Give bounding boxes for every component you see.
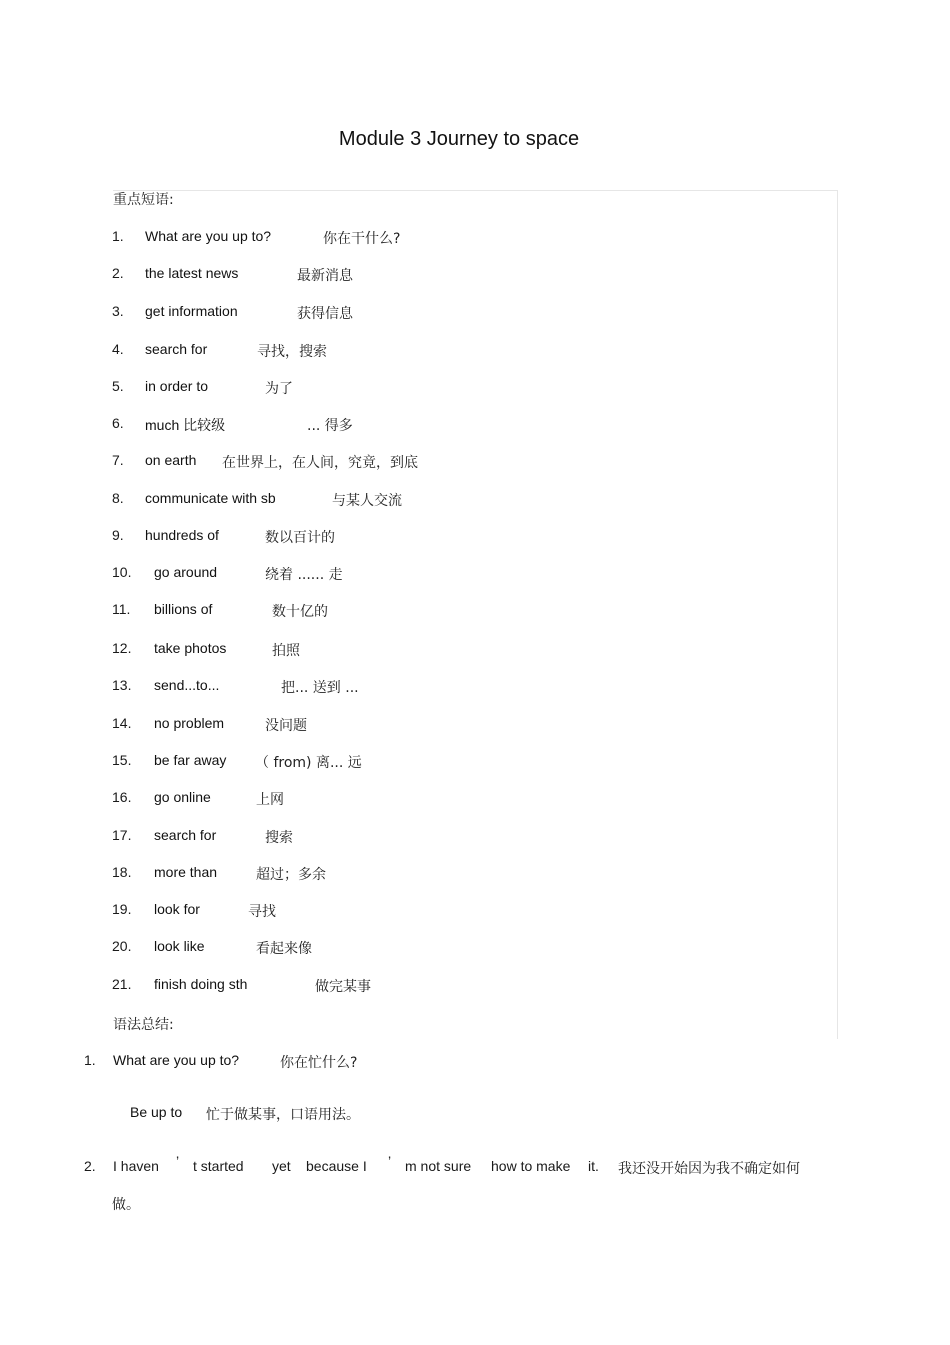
document-title: Module 3 Journey to space [338,128,580,150]
phrase-chinese: 绕着 ...... 走 [265,567,343,583]
phrase-english: finish doing sth [154,976,248,992]
phrase-english: go around [154,564,218,580]
phrase-chinese: 获得信息 [297,306,353,322]
phrase-english: send...to... [154,677,220,693]
phrase-chinese: 做完某事 [315,979,371,995]
phrase-chinese: 数以百计的 [265,530,335,546]
phrase-number: 1. [112,228,124,244]
phrase-chinese: 为了 [265,381,293,397]
phrase-chinese: 上网 [256,792,284,808]
phrase-number: 6. [112,415,124,431]
phrase-english: in order to [145,378,209,394]
phrase-english: go online [154,789,211,805]
grammar-note-chinese: 忙于做某事，口语用法。 [206,1107,360,1123]
grammar-item-english: What are you up to? [113,1052,240,1068]
phrase-chinese: （ from) 离... 远 [255,755,362,771]
sentence-word: yet [272,1158,291,1174]
phrase-english: search for [154,827,217,843]
phrase-chinese: 数十亿的 [272,604,328,620]
phrase-number: 18. [112,864,132,880]
phrase-english: much 比较级 [145,417,226,433]
phrase-english: hundreds of [145,527,219,543]
phrase-english: no problem [154,715,225,731]
phrase-number: 17. [112,827,132,843]
sentence-apostrophe: ’ [388,1153,392,1169]
phrase-number: 5. [112,378,124,394]
phrase-english: What are you up to? [145,228,272,244]
phrase-chinese: ... 得多 [307,418,353,434]
phrase-number: 20. [112,938,132,954]
phrase-chinese: 搜索 [265,830,293,846]
grammar-note-english: Be up to [130,1104,183,1120]
grammar-item-chinese: 我还没开始因为我不确定如何 [618,1161,800,1177]
phrase-chinese: 你在干什么? [323,231,401,247]
phrase-chinese: 在世界上，在人间，究竟，到底 [222,455,418,471]
sentence-word: how to make [491,1158,571,1174]
phrase-english: more than [154,864,218,880]
phrase-english: the latest news [145,265,239,281]
phrase-number: 15. [112,752,132,768]
phrase-chinese: 寻找，搜索 [257,344,327,360]
phrase-chinese: 最新消息 [297,268,353,284]
phrase-english: be far away [154,752,227,768]
phrase-chinese: 拍照 [272,643,300,659]
phrase-number: 11. [112,601,131,617]
sentence-word: t started [193,1158,244,1174]
phrase-chinese: 看起来像 [256,941,312,957]
phrase-number: 19. [112,901,132,917]
phrase-number: 10. [112,564,132,580]
phrase-number: 3. [112,303,124,319]
grammar-item-chinese: 你在忙什么? [280,1055,358,1071]
phrase-number: 14. [112,715,132,731]
phrase-english: search for [145,341,208,357]
phrase-chinese: 把... 送到 ... [281,680,359,696]
phrase-english: look like [154,938,205,954]
sentence-word: it. [588,1158,599,1174]
sentence-word: m not sure [405,1158,472,1174]
phrase-english: communicate with sb [145,490,276,506]
phrase-english: on earth [145,452,197,468]
phrase-chinese: 与某人交流 [332,493,402,509]
sentence-word: because I [306,1158,367,1174]
phrase-chinese: 寻找 [248,904,276,920]
sentence-apostrophe: ’ [176,1153,180,1169]
phrase-number: 2. [112,265,124,281]
phrase-english: look for [154,901,200,917]
grammar-heading: 语法总结: [113,1017,174,1033]
phrase-english: take photos [154,640,227,656]
grammar-item-number: 2. [84,1158,96,1174]
grammar-item-2-continuation: 做。 [112,1197,140,1213]
phrase-english: billions of [154,601,213,617]
phrase-number: 13. [112,677,132,693]
phrase-chinese: 超过；多余 [256,867,326,883]
phrase-chinese: 没问题 [265,718,307,734]
phrase-number: 21. [112,976,132,992]
sentence-word: I haven [113,1158,159,1174]
phrase-number: 16. [112,789,132,805]
phrase-number: 9. [112,527,124,543]
phrase-number: 7. [112,452,124,468]
phrase-english: get information [145,303,238,319]
phrase-number: 8. [112,490,124,506]
phrases-heading: 重点短语: [113,192,174,208]
phrase-number: 4. [112,341,124,357]
phrase-number: 12. [112,640,132,656]
grammar-item-number: 1. [84,1052,96,1068]
